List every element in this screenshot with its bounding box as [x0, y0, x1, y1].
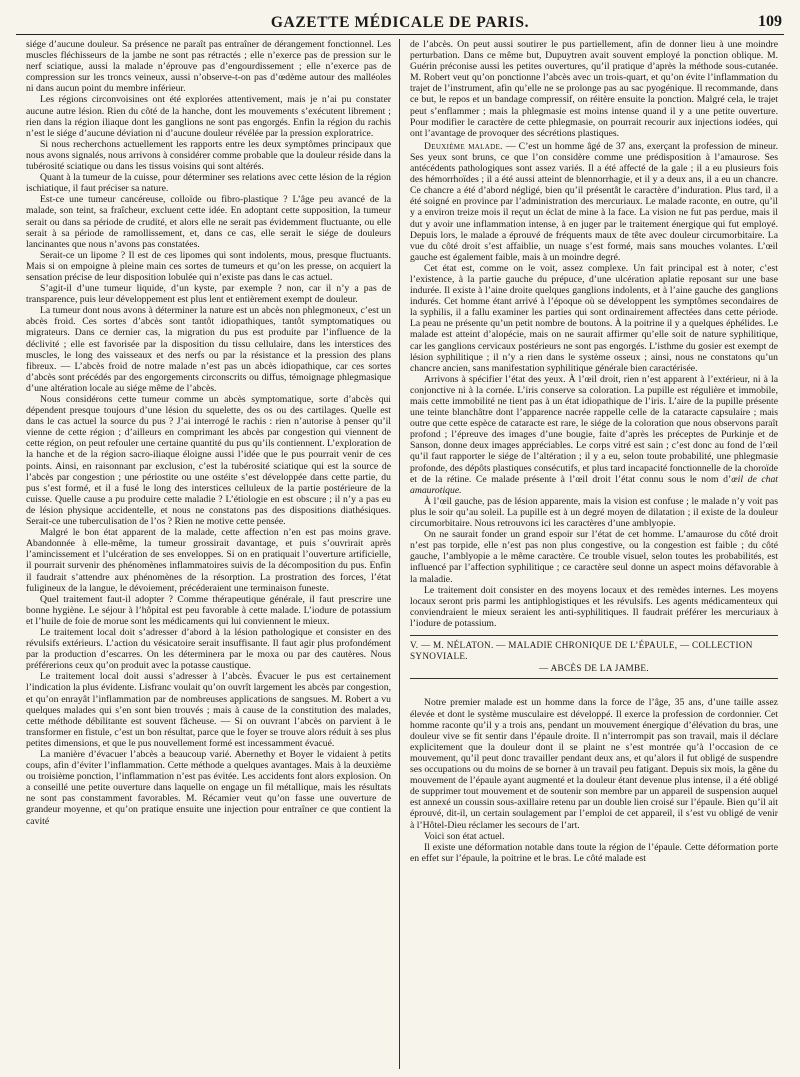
page-number: 109: [758, 13, 782, 30]
italic-phrase: œil de chat amaurotique.: [410, 473, 778, 496]
journal-title: GAZETTE MÉDICALE DE PARIS.: [270, 14, 530, 31]
paragraph: Nous considérons cette tumeur comme un abcès symptomatique, sorte d’abcès qui dépendent presque toujours d’une lésion du squelette, des os ou des cartilages. Quelle est dans le cas actuel la source du pus ? J’ai interrogé le rachis : rien n’autorise à penser qu’il vienne de cette région ; d’ailleurs en comprimant les abcès par congestion qui viennent de cette région, on peut refouler une certaine quantité du pus qu’ils contiennent. L’exploration de la hanche et de la région sacro-iliaque éloigne aussi l’idée que le pus pourrait venir de ces points. Ainsi, en raisonnant par exclusion, c’est la tubérosité sciatique qui est la source de l’abcès par congestion ; une périostite ou une ostéite s’est développée dans cette partie, du pus s’est formé, et il a fusé le long des interstices celluleux de la partie postérieure de la cuisse. Quelle cause a pu produire cette maladie ? L’étiologie en est obscure ; il n’y a pas eu de lésion physique accidentelle, et nous ne constatons pas des dispositions diathésiques. Serait-ce une tuberculisation de l’os ? Rien ne motive cette pensée.: [26, 394, 391, 528]
case-text: Arrivons à spécifier l’état des yeux. À l’œil droit, rien n’est apparent à l’extérieur, ni à la conjonctive ni à la cornée. L’iris conserve sa coloration. La pupille est régulière et immobile, mais cette immobilité ne tient pas à un état idiopathique de l’iris. L’aire de la pupille présente une teinte blanchâtre dont l’apparence nacrée rappelle celle de la cataracte capsulaire ; mais outre que cette espèce de cataracte est rare, le siége de la coloration que nous observons paraît profond ; l’épreuve des images d’une bougie, faite d’après les préceptes de Purkinje et de Sanson, donne deux images appréciables. Le corps vitré est sain ; c’est donc au fond de l’œil qu’il faut rapporter le siége de l’altération ; il y a eu, selon toute probabilité, une phlegmasie profonde, des dépôts plastiques consécutifs, et plus tard incapacité fonctionnelle de la choroïde et de la rétine. Ce malade présente à l’œil droit l’état connu sous le nom d’: [410, 373, 779, 485]
section-title: [410, 640, 778, 675]
paragraph: Voici son état actuel.: [424, 830, 505, 842]
paragraph: Quel traitement faut-il adopter ? Comme thérapeutique générale, il faut prescrire une bonne hygiène. Le séjour à l’hôpital est peu favorable à cette malade. L’iodure de potassium et l’huile de foie de morue sont les médicaments qui lui conviennent le mieux.: [26, 593, 391, 627]
text-columns: [16, 39, 784, 1069]
case-text: — C’est un homme âgé de 37 ans, exerçant la profession de mineur. Ses yeux sont bruns, ce que l’on considère comme une prédisposition à l’amaurose. Ses antécédents pathologiques sont assez variés. Il a été affecté de la gale ; il a eu plusieurs fois des hémorrhoïdes ; il a été aussi atteint de blennorrhagie, et il y a deux ans, il a eu un chancre. Ce chancre a été d’abord négligé, bien qu’il présentât le caractère d’induration. Plus tard, il a été soigné en province par l’administration des mercuriaux. Le malade raconte, en outre, qu’il y a environ treize mois il reçut un éclat de mine à la face. La vision ne fut pas perdue, mais il dut y avoir une inflammation intense, à en juger par le traitement énergique qui fut employé. Depuis lors, le malade a éprouvé de fréquents maux de tête avec douleur circumorbitaire. La vue du côté droit s’est affaiblie, un nuage s’est formé, mais sans mouches volantes. L’œil gauche est également faible, mais à un moindre degré.: [410, 140, 778, 263]
paragraph: Le traitement doit consister en des moyens locaux et des remèdes internes. Les moyens locaux seront pris parmi les antiphlogistiques et les révulsifs. Les agents médicamenteux qui conviendraient le mieux seraient les anti-syphilitiques. Il faudrait préférer les mercuriaux à l’iodure de potassium.: [410, 584, 778, 629]
section-rule: [410, 635, 778, 636]
paragraph: La tumeur dont nous avons à déterminer la nature est un abcès non phlegmoneux, c’est un abcès froid. Ces sortes d’abcès sont tantôt idiopathiques, tantôt symptomatiques ou migrateurs. Dans ce dernier cas, la migration du pus est produite par l’influence de la déclivité ; elle est favorisée par la disposition du tissu cellulaire, dans les interstices des muscles, le long des vaisseaux et des nerfs ou par la résistance et la pression des plans fibreux. — L’abcès froid de notre malade n’est pas un abcès idiopathique, car ces sortes d’abcès sont précédés par des engorgements circonscrits ou diffus, témoignage phlegmasique d’une altération locale au siége même de l’abcès.: [26, 305, 391, 394]
paragraph: À l’œil gauche, pas de lésion apparente, mais la vision est confuse ; le malade n’y voit pas plus le soir qu’au soleil. La pupille est à un degré moyen de dilatation ; il existe de la douleur circumorbitaire. Nous retrouvons ici les caractères d’une amblyopie.: [410, 495, 778, 530]
paragraph: On ne saurait fonder un grand espoir sur l’état de cet homme. L’amaurose du côté droit n’est pas torpide, elle n’est pas non plus congestive, ou la congestion est faible ; du côté gauche, l’amblyopie a le même caractère. Ce trouble visuel, selon toutes les probabilités, est influencé par l’affection syphilitique ; ce caractère seul donne un aspect moins défavorable à la maladie.: [410, 529, 778, 585]
paragraph: La manière d’évacuer l’abcès a beaucoup varié. Abernethy et Boyer le vidaient à petits coups, afin d’éviter l’inflammation. Cette méthode a quelques avantages. Mais à la deuxième ou troisième ponction, l’inflammation n’est pas évitée. Les accidents font alors explosion. On a conseillé une petite ouverture dans laquelle on engage un fil métallique, mais les résultats ne sont pas constamment favorables. M. Récamier veut qu’on fasse une ouverture de grandeur moyenne, et qu’on pratique ensuite une injection pour entraîner ce que contient la cavité: [26, 749, 391, 827]
left-column: [16, 39, 400, 1069]
case-paragraph: [410, 141, 778, 263]
paragraph: Il existe une déformation notable dans toute la région de l’épaule. Cette déformation porte en effet sur l’épaule, la poitrine et le bras. Le côté malade est: [410, 841, 778, 864]
section-rule: [410, 678, 778, 679]
paragraph: Serait-ce un lipome ? Il est de ces lipomes qui sont indolents, mous, presque fluctuants. Mais si on empoigne à pleine main ces sortes de tumeurs et qu’on les presse, on acquiert la sensation précise de leur disposition lobulée qui n’existe pas dans le cas actuel.: [26, 249, 391, 283]
paragraph: Est-ce une tumeur cancéreuse, colloïde ou fibro-plastique ? L’âge peu avancé de la malade, son teint, sa fraîcheur, excluent cette idée. En adoptant cette supposition, la tumeur serait ou dans sa période de crudité, et alors elle ne serait pas évidemment fluctuante, ou elle serait à sa période de ramollissement, et, dans ce cas, elle serait le siége de douleurs lancinantes que nous n’avons pas constatées.: [26, 194, 391, 250]
paragraph: Cet état est, comme on le voit, assez complexe. Un fait principal est à noter, c’est l’existence, à la partie gauche du prépuce, d’une ulcération aplatie reposant sur une base indurée. Il existe à l’aine droite quelques ganglions indolents, et à l’aine gauche des ganglions indurés. Cet homme étant arrivé à l’époque où se développent les symptômes secondaires de la syphilis, il a fallu examiner les parties qui sont ordinairement affectées dans cette période. La peau ne présente qu’un petit nombre de boutons. À la poitrine il y a quelques éphélides. Le malade est atteint d’alopécie, mais on ne saurait affirmer qu’elle soit de nature syphilitique, car les ganglions cervicaux postérieurs ne sont pas engorgés. L’isthme du gosier est exempt de lésion syphilitique ; il n’y a rien dans le système osseux ; ainsi, nous ne constatons qu’un chancre ancien, sans manifestation syphilitique générale bien caractérisée.: [410, 262, 778, 374]
paragraph: de l’abcès. On peut aussi soutirer le pus partiellement, afin de donner lieu à une moindre perturbation. Dans ce même but, Dupuytren avait souvent employé la ponction oblique. M. Guérin préconise aussi les petites ouvertures, qu’il pratique d’après la méthode sous-cutanée. M. Robert veut qu’on ponctionne l’abcès avec un trois-quart, et qu’on évite l’inflammation du trajet de l’instrument, afin qu’elle ne se prolonge pas au sac pyogénique. Il recommande, dans ce but, le repos et un bandage compressif, on réitère ensuite la ponction. Malgré cela, le trajet peut s’enflammer ; mais la phlegmasie est moins intense quand il y a une petite ouverture. Pour modifier le caractère de cette phlegmasie, on pourrait recourir aux injections iodées, qui ont l’avantage de provoquer des sécrétions plastiques.: [410, 39, 778, 139]
section-subtitle: — ABCÈS DE LA JAMBE.: [539, 662, 649, 673]
paragraph: Le traitement local doit aussi s’adresser à l’abcès. Évacuer le pus est certainement l’indication la plus évidente. Lisfranc voulait qu’on ouvrît largement les abcès par congestion, et qu’on enrayât l’inflammation par de nombreuses applications de sangsues. M. Robert a vu quelques malades qui s’en sont bien trouvés ; mais à cause de la constitution des malades, cette méthode débilitante est souvent fâcheuse. — Si on ouvrant l’abcès on parvient à le transformer en fistule, c’est un bon résultat, parce que le foyer se trouve alors réduit à ses plus petites dimensions, et que le pus nouvellement formé est incessamment évacué.: [26, 671, 391, 749]
right-column: [400, 39, 784, 1069]
paragraph: siége d’aucune douleur. Sa présence ne paraît pas entraîner de dérangement fonctionnel. Les muscles fléchisseurs de la jambe ne sont pas rétractés ; elle n’exerce pas de pression sur le nerf sciatique, aussi la malade n’éprouve pas d’engourdissement ; elle n’exerce pas de compression sur les troncs veineux, aussi n’observe-t-on pas d’œdème autour des malléoles ni dans aucun point du membre inférieur.: [26, 39, 391, 95]
paragraph: S’agit-il d’une tumeur liquide, d’un kyste, par exemple ? non, car il n’y a pas de transparence, puis leur développement est plus lent et entièrement exempt de douleur.: [26, 283, 391, 306]
paragraph: [410, 374, 778, 496]
paragraph: Malgré le bon état apparent de la malade, cette affection n’en est pas moins grave. Abandonnée à elle-même, la tumeur grossirait davantage, et puis s’ouvrirait après l’amincissement et l’ulcération de ses enveloppes. Si on en pratiquait l’ouverture artificielle, il pourrait survenir des phénomènes inflammatoires suivis de la décomposition du pus. Enfin il faudrait s’attendre aux phénomènes de la résorption. La prostration des forces, l’état fuligineux de la langue, le dévoiement, précéderaient une terminaison funeste.: [26, 527, 391, 594]
section-title-line: V. — M. NÉLATON. — MALADIE CHRONIQUE DE L’ÉPAULE, — COLLECTION SYNOVIALE.: [410, 639, 753, 662]
paragraph: Le traitement local doit s’adresser d’abord à la lésion pathologique et consister en des révulsifs extérieurs. L’action du vésicatoire serait insuffisante. Il faut agir plus profondément par la production d’escarres. On les déterminera par le moxa ou par des cautères. Nous préférerions ceux qu’on produit avec la potasse caustique.: [26, 626, 391, 672]
case-heading: Deuxième malade.: [424, 140, 503, 152]
paragraph: Notre premier malade est un homme dans la force de l’âge, 35 ans, d’une taille assez élevée et dont le système musculaire est développé. Il exerce la profession de cordonnier. Cet homme raconte qu’il y a trois ans, pendant un mouvement énergique d’élévation du bras, une douleur vive se fit sentir dans l’épaule droite. Il n’interrompit pas son travail, mais il déclare explicitement que la douleur dont il se plaint ne s’est montrée qu’à l’occasion de ce mouvement, qu’il peut donc travailler pendant deux ans, et qu’alors il fut obligé de suspendre ses occupations ou du moins de se borner à un travail peu fatigant. Depuis six mois, la gêne du mouvement de l’épaule ayant augmenté et la douleur étant devenue plus intense, il a été obligé de supprimer tout mouvement et de soutenir son membre par un appareil de suspension auquel est annexé un coussin sous-axillaire retenu par un double lien croisé sur l’épaule. Bien qu’il ait éprouvé, dit-il, un certain soulagement par l’emploi de cet appareil, il s’est vu obligé de venir à l’Hôtel-Dieu réclamer les secours de l’art.: [410, 697, 778, 831]
paragraph: Les régions circonvoisines ont été explorées attentivement, mais je n’ai pu constater aucune autre lésion. Rien du côté de la hanche, dont les mouvements s’exécutent librement ; rien dans la région iliaque dont les ganglions ne sont pas engorgés. Enfin la région du rachis n’est le siége d’aucune déviation ni d’aucune douleur révélée par la pression exploratrice.: [26, 94, 391, 139]
paragraph: Si nous recherchons actuellement les rapports entre les deux symptômes principaux que nous avons signalés, nous arrivons à considérer comme probable que la douleur réside dans la tubérosité sciatique ou dans les tissus voisins qui sont altérés.: [26, 138, 391, 173]
page-header: [16, 12, 784, 35]
paragraph: Quant à la tumeur de la cuisse, pour déterminer ses relations avec cette lésion de la région ischiatique, il faut préciser sa nature.: [26, 172, 391, 195]
